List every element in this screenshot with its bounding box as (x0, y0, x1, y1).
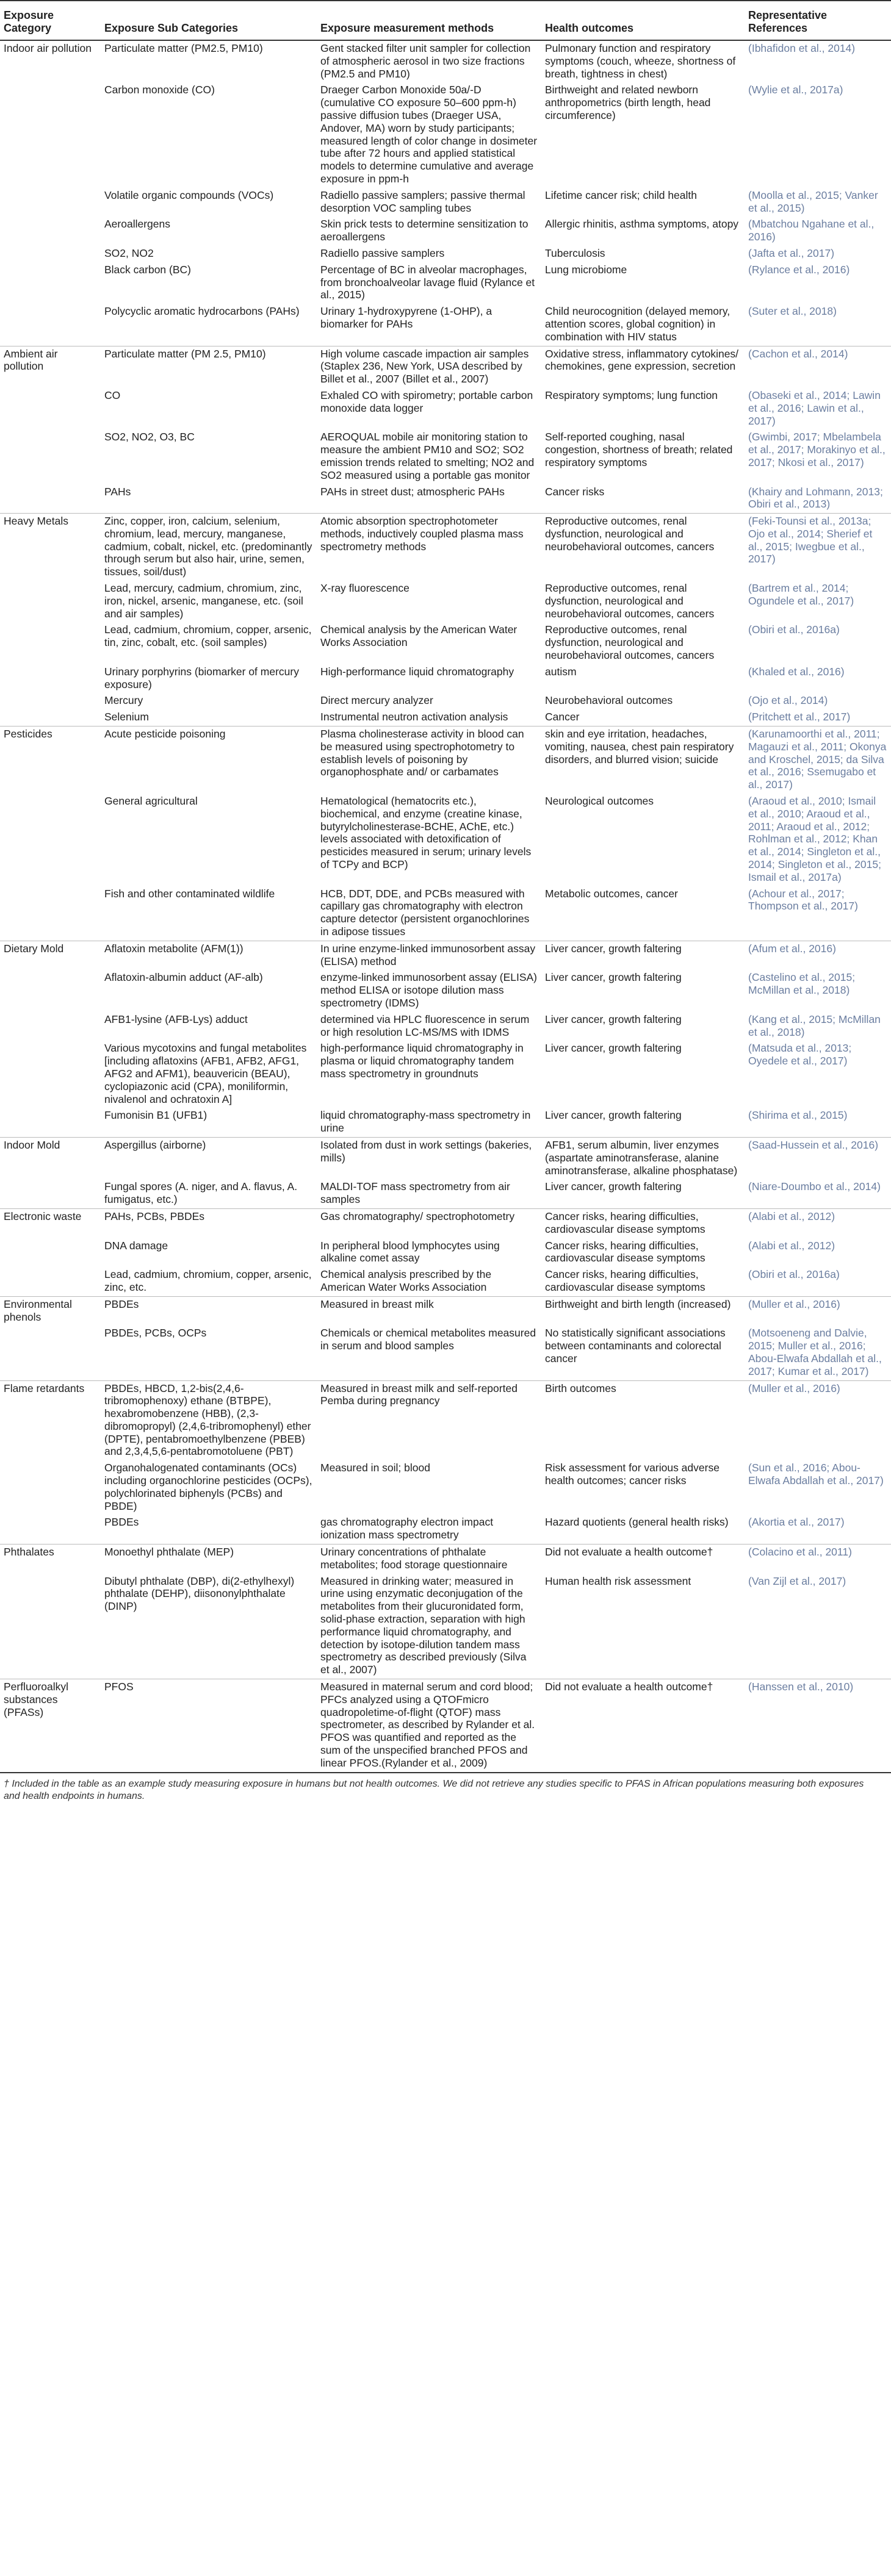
health-outcome-cell: Risk assessment for various adverse health outcomes; cancer risks (545, 1462, 720, 1487)
health-outcome-cell: Allergic rhinitis, asthma symptoms, atopy (545, 218, 739, 231)
measurement-method-cell: gas chromatography electron impact ionization mass spectrometry (320, 1516, 494, 1541)
exposure-sub-category-cell: Lead, cadmium, chromium, copper, arsenic, tin, zinc, cobalt, etc. (soil samples) (104, 623, 312, 649)
table-row (0, 1326, 891, 1380)
health-outcome-cell: Liver cancer, growth faltering (541, 941, 745, 970)
exposure-category-cell (0, 693, 101, 709)
exposure-category-cell: Ambient air pollution (0, 346, 101, 388)
exposure-sub-category-cell: Black carbon (BC) (104, 263, 191, 276)
measurement-method-cell: Chemical analysis by the American Water Works Association (320, 623, 518, 649)
reference-cell: (Araoud et al., 2010; Ismail et al., 2010; Araoud et al., 2011; Araoud et al., 2012; Rohlman et al., 2012; Khan et al., 2014; Singleton et al., 2014; Singleton et al., 2015; Ismail et al., 2017a) (748, 795, 881, 883)
health-outcome-cell: AFB1, serum albumin, liver enzymes (aspartate aminotransferase, alanine aminotransferase, alkaline phosphatase) (541, 1137, 745, 1179)
exposure-category-cell (0, 82, 101, 187)
health-outcome-cell: Did not evaluate a health outcome† (541, 1679, 745, 1773)
exposure-category-cell (0, 1267, 101, 1296)
exposure-sub-category-cell: Aflatoxin metabolite (AFM(1)) (101, 941, 317, 970)
exposure-sub-category-cell: PAHs, PCBs, PBDEs (101, 1208, 317, 1238)
measurement-method-cell: In urine enzyme-linked immunosorbent assay (ELISA) method (317, 941, 541, 970)
reference-cell: (Khaled et al., 2016) (748, 665, 845, 678)
exposure-category-cell (0, 581, 101, 622)
reference-cell: (Motsoeneng and Dalvie, 2015; Muller et al., 2016; Abou-Elwafa Abdallah et al., 2017; Kumar et al., 2017) (748, 1327, 882, 1377)
measurement-method-cell: Measured in drinking water; measured in urine using enzymatic deconjugation of the metabolites from their glucuronidated form, solid-phase extraction, separation with high performance liquid chromatography, and detection by isotope-dilution tandem mass spectrometry as described previously (Silva et al., 2007) (320, 1574, 527, 1676)
exposure-category-cell (0, 1326, 101, 1380)
measurement-method-cell: AEROQUAL mobile air monitoring station to measure the ambient PM10 and SO2; SO2 emission trends related to smelting; NO2 and SO2 measured using a portable gas monitor (320, 431, 535, 481)
health-outcome-cell: Self-reported coughing, nasal congestion, shortness of breath; related respiratory symptoms (545, 431, 733, 468)
health-outcome-cell: Reproductive outcomes, renal dysfunction, neurological and neurobehavioral outcomes, cancers (545, 623, 715, 662)
measurement-method-cell: High-performance liquid chromatography (320, 665, 514, 678)
health-outcome-cell: Birthweight and birth length (increased) (541, 1296, 745, 1326)
reference-cell: (Pritchett et al., 2017) (748, 711, 851, 723)
reference-cell: (Obaseki et al., 2014; Lawin et al., 2016; Lawin et al., 2017) (748, 389, 881, 427)
measurement-method-cell: Urinary 1-hydroxypyrene (1-OHP), a biomarker for PAHs (320, 305, 492, 330)
measurement-method-cell: PAHs in street dust; atmospheric PAHs (320, 485, 505, 498)
table-row (0, 346, 891, 388)
measurement-method-cell: determined via HPLC fluorescence in serum or high resolution LC-MS/MS with IDMS (320, 1013, 530, 1038)
health-outcome-cell: Cancer risks, hearing difficulties, cardiovascular disease symptoms (541, 1208, 745, 1238)
exposure-sub-category-cell: Lead, mercury, cadmium, chromium, zinc, iron, nickel, arsenic, manganese, etc. (soil and air samples) (104, 582, 303, 620)
measurement-method-cell: Hematological (hematocrits etc.), biochemical, and enzyme (creatine kinase, butyrylcholinesterase-BCHE, AChE, etc.) levels associated with detoxification of pesticides measured in serum; urinary levels of TCPy and BCP) (320, 795, 532, 871)
exposure-sub-category-cell: Lead, cadmium, chromium, copper, arsenic, zinc, etc. (104, 1268, 312, 1293)
reference-cell: (Kang et al., 2015; McMillan et al., 2018) (748, 1013, 881, 1038)
exposure-sub-category-cell: PFOS (101, 1679, 317, 1773)
measurement-method-cell: Chemicals or chemical metabolites measured in serum and blood samples (320, 1327, 536, 1352)
measurement-method-cell: Exhaled CO with spirometry; portable carbon monoxide data logger (320, 389, 533, 414)
health-outcome-cell: skin and eye irritation, headaches, vomiting, nausea, chest pain respiratory disorders, and blurred vision; suicide (541, 727, 745, 794)
reference-cell: (Sun et al., 2016; Abou-Elwafa Abdallah et al., 2017) (748, 1462, 884, 1487)
reference-cell: (Wylie et al., 2017a) (748, 84, 843, 96)
exposure-category-cell: Dietary Mold (0, 941, 101, 970)
table-row (0, 794, 891, 886)
reference-cell: (Moolla et al., 2015; Vanker et al., 2015) (748, 188, 878, 214)
table-row (0, 1012, 891, 1041)
exposure-category-cell: Indoor Mold (0, 1137, 101, 1179)
exposure-sub-category-cell: Fungal spores (A. niger, and A. flavus, A. fumigatus, etc.) (104, 1180, 298, 1206)
reference-cell: (Alabi et al., 2012) (748, 1239, 835, 1252)
reference-cell: (Obiri et al., 2016a) (748, 623, 840, 636)
reference-cell: (Cachon et al., 2014) (745, 346, 891, 388)
health-outcome-cell: Reproductive outcomes, renal dysfunction, neurological and neurobehavioral outcomes, cancers (545, 582, 715, 620)
exposure-category-cell: Heavy Metals (0, 514, 101, 581)
measurement-method-cell: Radiello passive samplers; passive thermal desorption VOC sampling tubes (320, 188, 525, 214)
table-row (0, 1545, 891, 1574)
reference-cell: (Alabi et al., 2012) (745, 1208, 891, 1238)
exposure-category-cell (0, 886, 101, 941)
exposure-category-cell: Phthalates (0, 1545, 101, 1574)
measurement-method-cell: Skin prick tests to determine sensitization to aeroallergens (320, 218, 528, 243)
reference-cell: (Niare-Doumbo et al., 2014) (748, 1180, 881, 1193)
exposure-sub-category-cell: SO2, NO2, O3, BC (104, 431, 195, 443)
table-row (0, 1296, 891, 1326)
table-body (0, 40, 891, 1773)
health-outcome-cell: Neurobehavioral outcomes (545, 694, 673, 707)
reference-cell: (Gwimbi, 2017; Mbelambela et al., 2017; Morakinyo et al., 2017; Nkosi et al., 2017) (748, 431, 886, 468)
reference-cell: (Ojo et al., 2014) (748, 694, 828, 707)
reference-cell: (Van Zijl et al., 2017) (748, 1574, 846, 1587)
health-outcome-cell: Respiratory symptoms; lung function (545, 389, 718, 401)
measurement-method-cell: HCB, DDT, DDE, and PCBs measured with capillary gas chromatography with electron capture detector (persistent organochlorines in adipose tissues (320, 887, 530, 938)
table-row (0, 1380, 891, 1460)
exposure-category-cell (0, 622, 101, 664)
health-outcome-cell: Liver cancer, growth faltering (545, 1180, 682, 1193)
reference-cell: (Jafta et al., 2017) (748, 246, 835, 259)
exposure-sub-category-cell: PBDEs, PCBs, OCPs (104, 1327, 207, 1340)
reference-cell: (Akortia et al., 2017) (748, 1516, 845, 1529)
exposure-category-cell (0, 304, 101, 346)
reference-cell: (Achour et al., 2017; Thompson et al., 2017) (748, 887, 858, 913)
exposure-category-cell: Perfluoroalkyl substances (PFASs) (0, 1679, 101, 1773)
table-row (0, 1679, 891, 1773)
measurement-method-cell: Gas chromatography/ spectrophotometry (317, 1208, 541, 1238)
measurement-method-cell: Atomic absorption spectrophotometer methods, inductively coupled plasma mass spectrometry methods (317, 514, 541, 581)
exposure-sub-category-cell: Polycyclic aromatic hydrocarbons (PAHs) (104, 305, 300, 318)
exposure-sub-category-cell: Monoethyl phthalate (MEP) (101, 1545, 317, 1574)
header-representative-references: Representative References (745, 1, 891, 40)
exposure-sub-category-cell: General agricultural (104, 795, 198, 808)
exposure-sub-category-cell: Mercury (104, 694, 143, 707)
reference-cell: (Muller et al., 2016) (745, 1380, 891, 1460)
measurement-method-cell: Measured in breast milk and self-reported Pemba during pregnancy (317, 1380, 541, 1460)
table-row (0, 1574, 891, 1679)
reference-cell: (Suter et al., 2018) (748, 305, 837, 318)
table-header-row (0, 1, 891, 40)
measurement-method-cell: high-performance liquid chromatography in plasma or liquid chromatography tandem mass spectrometry in groundnuts (320, 1042, 524, 1080)
table-row (0, 709, 891, 726)
exposure-category-cell (0, 1041, 101, 1108)
health-outcome-cell: Cancer (545, 711, 580, 723)
health-outcome-cell: Liver cancer, growth faltering (545, 1042, 682, 1055)
health-outcome-cell: Neurological outcomes (545, 795, 654, 808)
exposure-category-cell (0, 188, 101, 217)
measurement-method-cell: Draeger Carbon Monoxide 50a/-D (cumulative CO exposure 50–600 ppm-h) passive diffusion tubes (Draeger USA, Andover, MA) worn by study participants; measured length of color change in dosimeter tube after 72 hours and applied statistical models to determine cumulative and average exposure in ppm-h (320, 84, 538, 185)
table-row (0, 664, 891, 694)
exposure-sub-category-cell: PBDEs (104, 1516, 139, 1529)
health-outcome-cell: Pulmonary function and respiratory symptoms (couch, wheeze, shortness of breath, tightness in chest) (545, 42, 736, 80)
exposure-category-cell (0, 1108, 101, 1137)
health-outcome-cell: No statistically significant associations between contaminants and colorectal cancer (545, 1327, 726, 1365)
exposure-category-cell (0, 664, 101, 694)
exposure-category-cell (0, 484, 101, 514)
health-outcome-cell: Liver cancer, growth faltering (545, 971, 682, 984)
table-row (0, 1267, 891, 1296)
exposure-sub-category-cell: Dibutyl phthalate (DBP), di(2-ethylhexyl) phthalate (DEHP), diisononylphthalate (DINP) (104, 1574, 295, 1613)
exposure-category-cell (0, 794, 101, 886)
table-row (0, 970, 891, 1011)
health-outcome-cell: Human health risk assessment (545, 1574, 691, 1587)
reference-cell: (Saad-Hussein et al., 2016) (745, 1137, 891, 1179)
measurement-method-cell: X-ray fluorescence (320, 582, 409, 595)
table-row (0, 1137, 891, 1179)
table-row (0, 388, 891, 429)
table-footnote: † Included in the table as an example study measuring exposure in humans but not health outcomes. We did not retrieve any studies specific to PFAS in African populations measuring both exposures and health endpoints in humans. (4, 1779, 864, 1801)
reference-cell: (Feki-Tounsi et al., 2013a; Ojo et al., 2014; Sherief et al., 2015; Iwegbue et al., 2017) (745, 514, 891, 581)
reference-cell: (Hanssen et al., 2010) (745, 1679, 891, 1773)
exposure-sub-category-cell: Various mycotoxins and fungal metabolites [including aflatoxins (AFB1, AFB2, AFG1, AFG2 and AFM1), beauvericin (BEAU), cyclopiazonic acid (CPA), moniliformin, nivalenol and ochratoxin A] (104, 1042, 307, 1105)
table-row (0, 82, 891, 187)
exposure-sub-category-cell: PAHs (104, 485, 131, 498)
health-outcome-cell: Metabolic outcomes, cancer (545, 887, 678, 900)
reference-cell: (Muller et al., 2016) (745, 1296, 891, 1326)
exposure-sub-category-cell: Aeroallergens (104, 218, 170, 231)
exposure-category-cell: Pesticides (0, 727, 101, 794)
measurement-method-cell: Urinary concentrations of phthalate metabolites; food storage questionnaire (317, 1545, 541, 1574)
measurement-method-cell: Measured in maternal serum and cord blood; PFCs analyzed using a QTOFmicro quadropoletime-of-flight (QTOF) mass spectrometer, as described by Rylander et al. PFOS was quantified and reported as the sum of the unspecified branched PFOS and linear PFOS.(Rylander et al., 2009) (317, 1679, 541, 1773)
exposure-category-cell (0, 1238, 101, 1268)
exposure-sub-category-cell: Fish and other contaminated wildlife (104, 887, 275, 900)
table-row (0, 581, 891, 622)
measurement-method-cell: In peripheral blood lymphocytes using alkaline comet assay (320, 1239, 500, 1265)
exposure-sub-category-cell: Particulate matter (PM 2.5, PM10) (101, 346, 317, 388)
health-outcome-cell: Liver cancer, growth faltering (545, 1109, 682, 1122)
table-row (0, 217, 891, 246)
reference-cell: (Shirima et al., 2015) (748, 1109, 848, 1122)
measurement-method-cell: Measured in soil; blood (320, 1462, 430, 1474)
measurement-method-cell: Percentage of BC in alveolar macrophages, from bronchoalveolar lavage fluid (Rylance et al., 2015) (320, 263, 535, 301)
reference-cell: (Castelino et al., 2015; McMillan et al., 2018) (748, 971, 856, 997)
exposure-category-cell: Indoor air pollution (4, 42, 92, 54)
reference-cell: (Matsuda et al., 2013; Oyedele et al., 2017) (748, 1042, 852, 1067)
health-outcome-cell: Cancer risks, hearing difficulties, cardiovascular disease symptoms (545, 1268, 705, 1293)
table-row (0, 1108, 891, 1137)
exposure-sub-category-cell: Aspergillus (airborne) (101, 1137, 317, 1179)
health-outcome-cell: Birthweight and related newborn anthropometrics (birth length, head circumference) (545, 84, 711, 121)
health-outcome-cell: Lung microbiome (545, 263, 627, 276)
exposure-category-cell (0, 1574, 101, 1679)
table-row (0, 40, 891, 82)
health-outcome-cell: Liver cancer, growth faltering (545, 1013, 682, 1025)
table-row (0, 622, 891, 664)
header-exposure-sub-categories: Exposure Sub Categories (101, 1, 317, 40)
table-row (0, 1238, 891, 1268)
exposure-sub-category-cell: Particulate matter (PM2.5, PM10) (104, 42, 263, 54)
health-outcome-cell: Cancer risks, hearing difficulties, cardiovascular disease symptoms (545, 1239, 705, 1265)
exposure-sub-category-cell: Carbon monoxide (CO) (104, 84, 215, 96)
health-outcome-cell: Oxidative stress, inflammatory cytokines/ chemokines, gene expression, secretion (541, 346, 745, 388)
exposure-sub-category-cell: Acute pesticide poisoning (101, 727, 317, 794)
measurement-method-cell: Instrumental neutron activation analysis (320, 711, 508, 723)
exposure-category-cell (0, 217, 101, 246)
table-row (0, 727, 891, 794)
measurement-method-cell: Chemical analysis prescribed by the American Water Works Association (320, 1268, 492, 1293)
measurement-method-cell: High volume cascade impaction air samples (Staplex 236, New York, USA described by Billet et al., 2007 (Billet et al., 2007) (317, 346, 541, 388)
table-row (0, 1460, 891, 1515)
exposure-sub-category-cell: Fumonisin B1 (UFB1) (104, 1109, 207, 1122)
table-row (0, 514, 891, 581)
exposure-category-cell (0, 246, 101, 262)
exposure-sub-category-cell: CO (104, 389, 121, 401)
exposure-sub-category-cell: Volatile organic compounds (VOCs) (104, 188, 274, 201)
exposure-sub-category-cell: Zinc, copper, iron, calcium, selenium, chromium, lead, mercury, manganese, cadmium, cobalt, nickel, etc. (predominantly through serum but also hair, urine, semen, tissues, soil/dust) (101, 514, 317, 581)
table-row (0, 246, 891, 262)
exposure-sub-category-cell: AFB1-lysine (AFB-Lys) adduct (104, 1013, 248, 1025)
table-row (0, 262, 891, 304)
header-health-outcomes: Health outcomes (541, 1, 745, 40)
reference-cell: (Mbatchou Ngahane et al., 2016) (748, 218, 875, 243)
exposure-sub-category-cell: PBDEs, HBCD, 1,2-bis(2,4,6-tribromophenoxy) ethane (BTBPE), hexabromobenzene (HBB), (2,3-dibromopropyl) (2,4,6-tribromophenyl) ether (DPTE), pentabromoethylbenzene (PBEB) and 2,3,4,5,6-pentabromotoluene (PBT) (101, 1380, 317, 1460)
health-outcome-cell: Hazard quotients (general health risks) (545, 1516, 729, 1529)
table-row (0, 693, 891, 709)
exposure-category-cell (0, 970, 101, 1011)
health-outcome-cell: autism (545, 665, 577, 678)
health-outcome-cell: Did not evaluate a health outcome† (541, 1545, 745, 1574)
table-row (0, 1208, 891, 1238)
health-outcome-cell: Cancer risks (545, 485, 605, 498)
health-outcome-cell: Tuberculosis (545, 246, 605, 259)
measurement-method-cell: Isolated from dust in work settings (bakeries, mills) (317, 1137, 541, 1179)
exposure-category-cell (0, 1515, 101, 1544)
reference-cell: (Khairy and Lohmann, 2013; Obiri et al., 2013) (748, 485, 883, 511)
measurement-method-cell: liquid chromatography-mass spectrometry in urine (320, 1109, 531, 1135)
exposure-category-cell (0, 1460, 101, 1515)
reference-cell: (Ibhafidon et al., 2014) (748, 42, 856, 54)
table-row (0, 941, 891, 970)
reference-cell: (Colacino et al., 2011) (745, 1545, 891, 1574)
exposure-category-cell (0, 709, 101, 726)
exposure-sub-category-cell: PBDEs (101, 1296, 317, 1326)
exposure-category-cell (0, 1179, 101, 1208)
measurement-method-cell: Radiello passive samplers (320, 246, 445, 259)
table-row (0, 484, 891, 514)
exposure-category-cell (0, 388, 101, 429)
table-row (0, 188, 891, 217)
reference-cell: (Bartrem et al., 2014; Ogundele et al., 2017) (748, 582, 854, 607)
measurement-method-cell: Direct mercury analyzer (320, 694, 433, 707)
reference-cell: (Obiri et al., 2016a) (748, 1268, 840, 1281)
measurement-method-cell: Plasma cholinesterase activity in blood can be measured using spectrophotometry to establish levels of poisoning by organophosphate and/ or carbamates (317, 727, 541, 794)
exposure-category-cell (0, 429, 101, 484)
measurement-method-cell: enzyme-linked immunosorbent assay (ELISA) method ELISA or isotope dilution mass spectrometry (IDMS) (320, 971, 538, 1009)
exposure-sub-category-cell: SO2, NO2 (104, 246, 154, 259)
health-outcome-cell: Lifetime cancer risk; child health (545, 188, 697, 201)
exposure-category-cell: Flame retardants (0, 1380, 101, 1460)
table-row (0, 1179, 891, 1208)
reference-cell: (Afum et al., 2016) (745, 941, 891, 970)
measurement-method-cell: Gent stacked filter unit sampler for collection of atmospheric aerosol in two size fractions (PM2.5 and PM10) (320, 42, 531, 80)
table-row (0, 886, 891, 941)
exposure-category-cell (0, 262, 101, 304)
measurement-method-cell: Measured in breast milk (317, 1296, 541, 1326)
exposure-category-cell (0, 1012, 101, 1041)
health-outcome-cell: Reproductive outcomes, renal dysfunction, neurological and neurobehavioral outcomes, cancers (541, 514, 745, 581)
header-measurement-methods: Exposure measurement methods (317, 1, 541, 40)
exposure-sub-category-cell: Organohalogenated contaminants (OCs) including organochlorine pesticides (OCPs), polychlorinated biphenyls (PCBs) and PBDE) (104, 1462, 312, 1512)
health-outcome-cell: Child neurocognition (delayed memory, attention scores, global cognition) in combination with HIV status (545, 305, 730, 343)
reference-cell: (Rylance et al., 2016) (748, 263, 850, 276)
table-row (0, 429, 891, 484)
table-row (0, 1041, 891, 1108)
exposure-category-cell: Environmental phenols (0, 1296, 101, 1326)
reference-cell: (Karunamoorthi et al., 2011; Magauzi et al., 2011; Okonya and Kroschel, 2015; da Silva et al., 2016; Ssemugabo et al., 2017) (745, 727, 891, 794)
exposure-sub-category-cell: Urinary porphyrins (biomarker of mercury exposure) (104, 665, 299, 691)
health-outcome-cell: Birth outcomes (541, 1380, 745, 1460)
exposure-sub-category-cell: Aflatoxin-albumin adduct (AF-alb) (104, 971, 263, 984)
exposure-sub-category-cell: Selenium (104, 711, 149, 723)
table-row (0, 1515, 891, 1544)
exposure-sub-category-cell: DNA damage (104, 1239, 168, 1252)
header-exposure-category: Exposure Category (0, 1, 101, 40)
exposure-category-cell: Electronic waste (0, 1208, 101, 1238)
measurement-method-cell: MALDI-TOF mass spectrometry from air samples (320, 1180, 510, 1206)
table-row (0, 304, 891, 346)
